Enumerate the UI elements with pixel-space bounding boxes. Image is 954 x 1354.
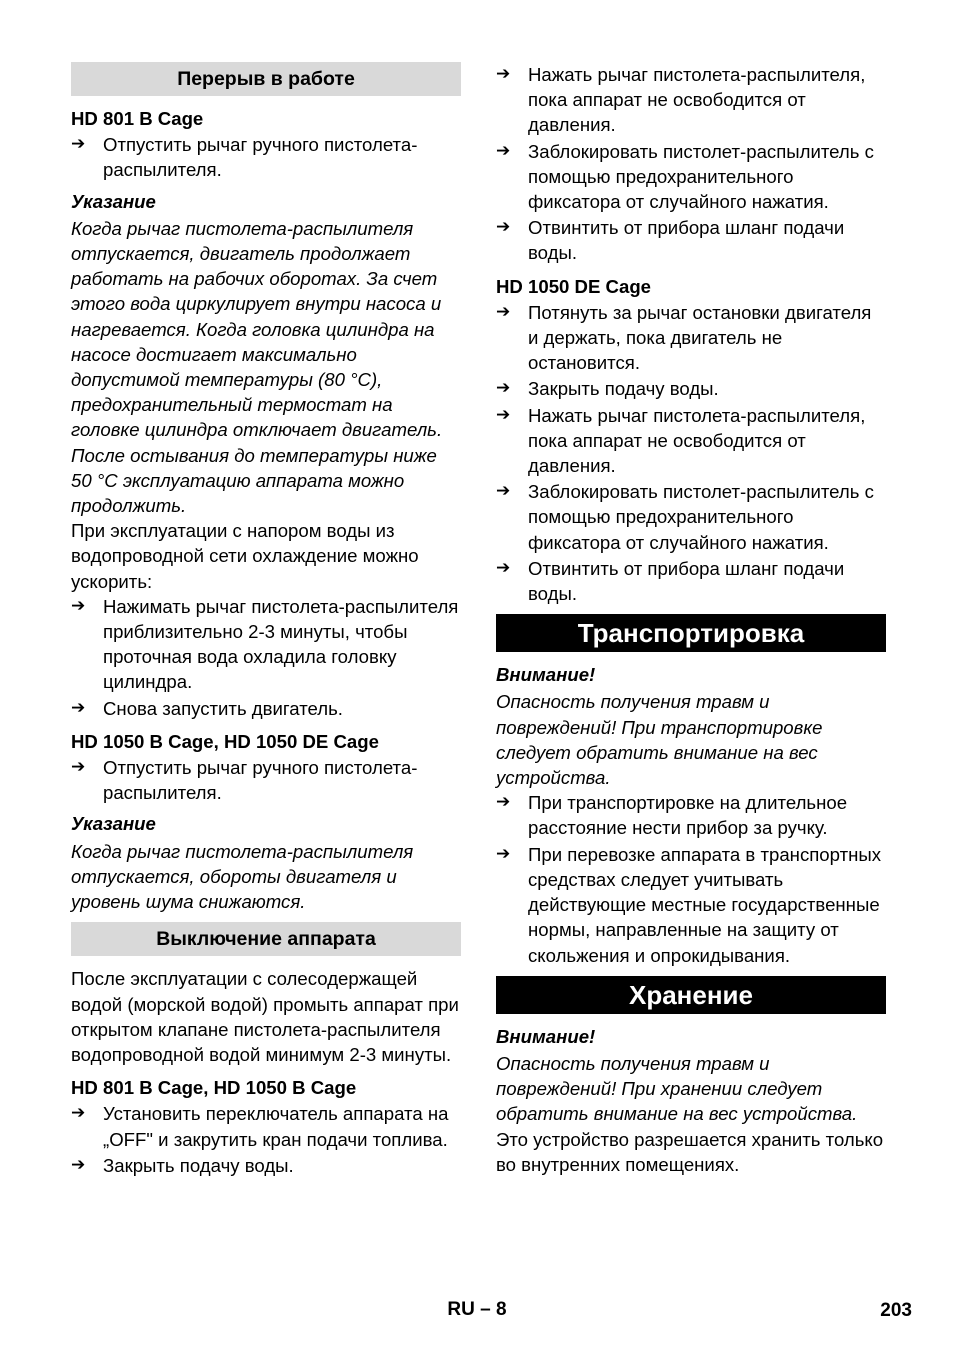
arrow-right-icon: ➔	[496, 64, 511, 84]
list-item: ➔ Нажимать рычаг пистолета-распылителя приблизительно 2-3 минуты, чтобы проточная вода охладила головку цилиндра.	[71, 595, 459, 693]
model-heading: HD 1050 DE Cage	[496, 275, 652, 297]
paragraph: При эксплуатации с напором воды из водопроводной сети охлаждение можно ускорить:	[71, 520, 419, 592]
list-item: ➔ Отпустить рычаг ручного пистолета-распылителя.	[71, 757, 418, 804]
arrow-right-icon: ➔	[71, 697, 86, 718]
arrow-right-icon: ➔	[496, 301, 511, 322]
list-item: ➔ Заблокировать пистолет-распылитель с помощью предохранительного фиксатора от случайного нажатия.	[496, 140, 874, 213]
arrow-right-icon: ➔	[496, 843, 511, 864]
right-column	[496, 62, 886, 1177]
list-item: ➔ Установить переключатель аппарата на „OFF" и закрутить кран подачи топлива.	[71, 1103, 449, 1150]
model-heading: HD 801 B Cage, HD 1050 B Cage	[71, 1077, 357, 1099]
list-item: ➔ Потянуть за рычаг остановки двигателя и держать, пока двигатель не остановится.	[496, 301, 872, 374]
warning-text: Опасность получения травм и повреждений! При транспортировке следует обратить внимание на вес устройства.	[496, 691, 823, 789]
warning-text: Опасность получения травм и повреждений! При хранении следует обратить внимание на вес устройства.	[496, 1052, 858, 1125]
arrow-right-icon: ➔	[496, 481, 511, 502]
arrow-right-icon: ➔	[496, 557, 511, 578]
paragraph: После эксплуатации с солесодержащей водой (морской водой) промыть аппарат при открытом клапане пистолета-распылителя водопроводной водой минимум 2-3 минуты.	[71, 968, 459, 1065]
arrow-right-icon: ➔	[496, 140, 511, 161]
section-heading-shutdown: Выключение аппарата	[71, 922, 461, 956]
arrow-right-icon: ➔	[71, 757, 86, 778]
paragraph: Это устройство разрешается хранить только во внутренних помещениях.	[496, 1128, 884, 1175]
section-heading-transport: Транспортировка	[496, 614, 886, 652]
note-heading: Указание	[71, 190, 156, 212]
section-heading-break: Перерыв в работе	[71, 62, 461, 96]
list-item: ➔ Отвинтить от прибора шланг подачи воды.	[496, 557, 845, 605]
model-heading: HD 1050 B Cage, HD 1050 DE Cage	[71, 730, 379, 752]
arrow-right-icon: ➔	[496, 217, 511, 238]
list-item: ➔ Закрыть подачу воды.	[496, 376, 886, 401]
arrow-right-icon: ➔	[496, 378, 511, 399]
model-heading: HD 801 B Cage	[71, 108, 204, 129]
section-heading-storage: Хранение	[496, 976, 886, 1014]
arrow-right-icon: ➔	[71, 1103, 86, 1124]
note-text: Когда рычаг пистолета-распылителя отпускается, обороты двигателя и уровень шума снижаются.	[71, 840, 414, 913]
page-number: 203	[880, 1300, 912, 1321]
arrow-right-icon: ➔	[71, 1154, 86, 1175]
list-item: ➔ При перевозке аппарата в транспортных средствах следует учитывать действующие местные государственные нормы, направленные на защиту от скольжения и опрокидывания.	[496, 843, 882, 966]
list-item: ➔ При транспортировке на длительное расстояние нести прибор за ручку.	[496, 792, 848, 839]
warning-heading: Внимание!	[496, 1025, 596, 1047]
note-heading: Указание	[71, 813, 156, 835]
list-item: ➔ Снова запустить двигатель.	[71, 696, 461, 721]
arrow-right-icon: ➔	[71, 134, 86, 155]
left-column	[71, 62, 461, 1179]
arrow-right-icon: ➔	[496, 792, 511, 813]
footer-section-label: RU – 8	[447, 1299, 507, 1320]
arrow-right-icon: ➔	[496, 404, 511, 425]
arrow-right-icon: ➔	[71, 595, 86, 616]
warning-heading: Внимание!	[496, 664, 596, 686]
list-item: ➔ Отпустить рычаг ручного пистолета-распылителя.	[71, 134, 418, 181]
list-item: ➔ Закрыть подачу воды.	[71, 1153, 461, 1178]
list-item: ➔ Нажать рычаг пистолета-распылителя, пока аппарат не освободится от давления.	[496, 64, 866, 136]
list-item: ➔ Заблокировать пистолет-распылитель с помощью предохранительного фиксатора от случайного нажатия.	[496, 481, 874, 553]
list-item: ➔ Нажать рычаг пистолета-распылителя, пока аппарат не освободится от давления.	[496, 404, 866, 477]
note-text: Когда рычаг пистолета-распылителя отпускается, двигатель продолжает работать на рабочих оборотах. За счет этого вода циркулирует внутри насоса и нагревается. Когда головка цилиндра на насосе достигает максимально допустимой температуры (80 °C), предохранительный термостат на головке цилиндра отключает двигатель. После остывания до температуры ниже 50 °C эксплуатацию аппарата можно продолжить.	[71, 217, 443, 517]
list-item: ➔ Отвинтить от прибора шланг подачи воды.	[496, 217, 845, 264]
